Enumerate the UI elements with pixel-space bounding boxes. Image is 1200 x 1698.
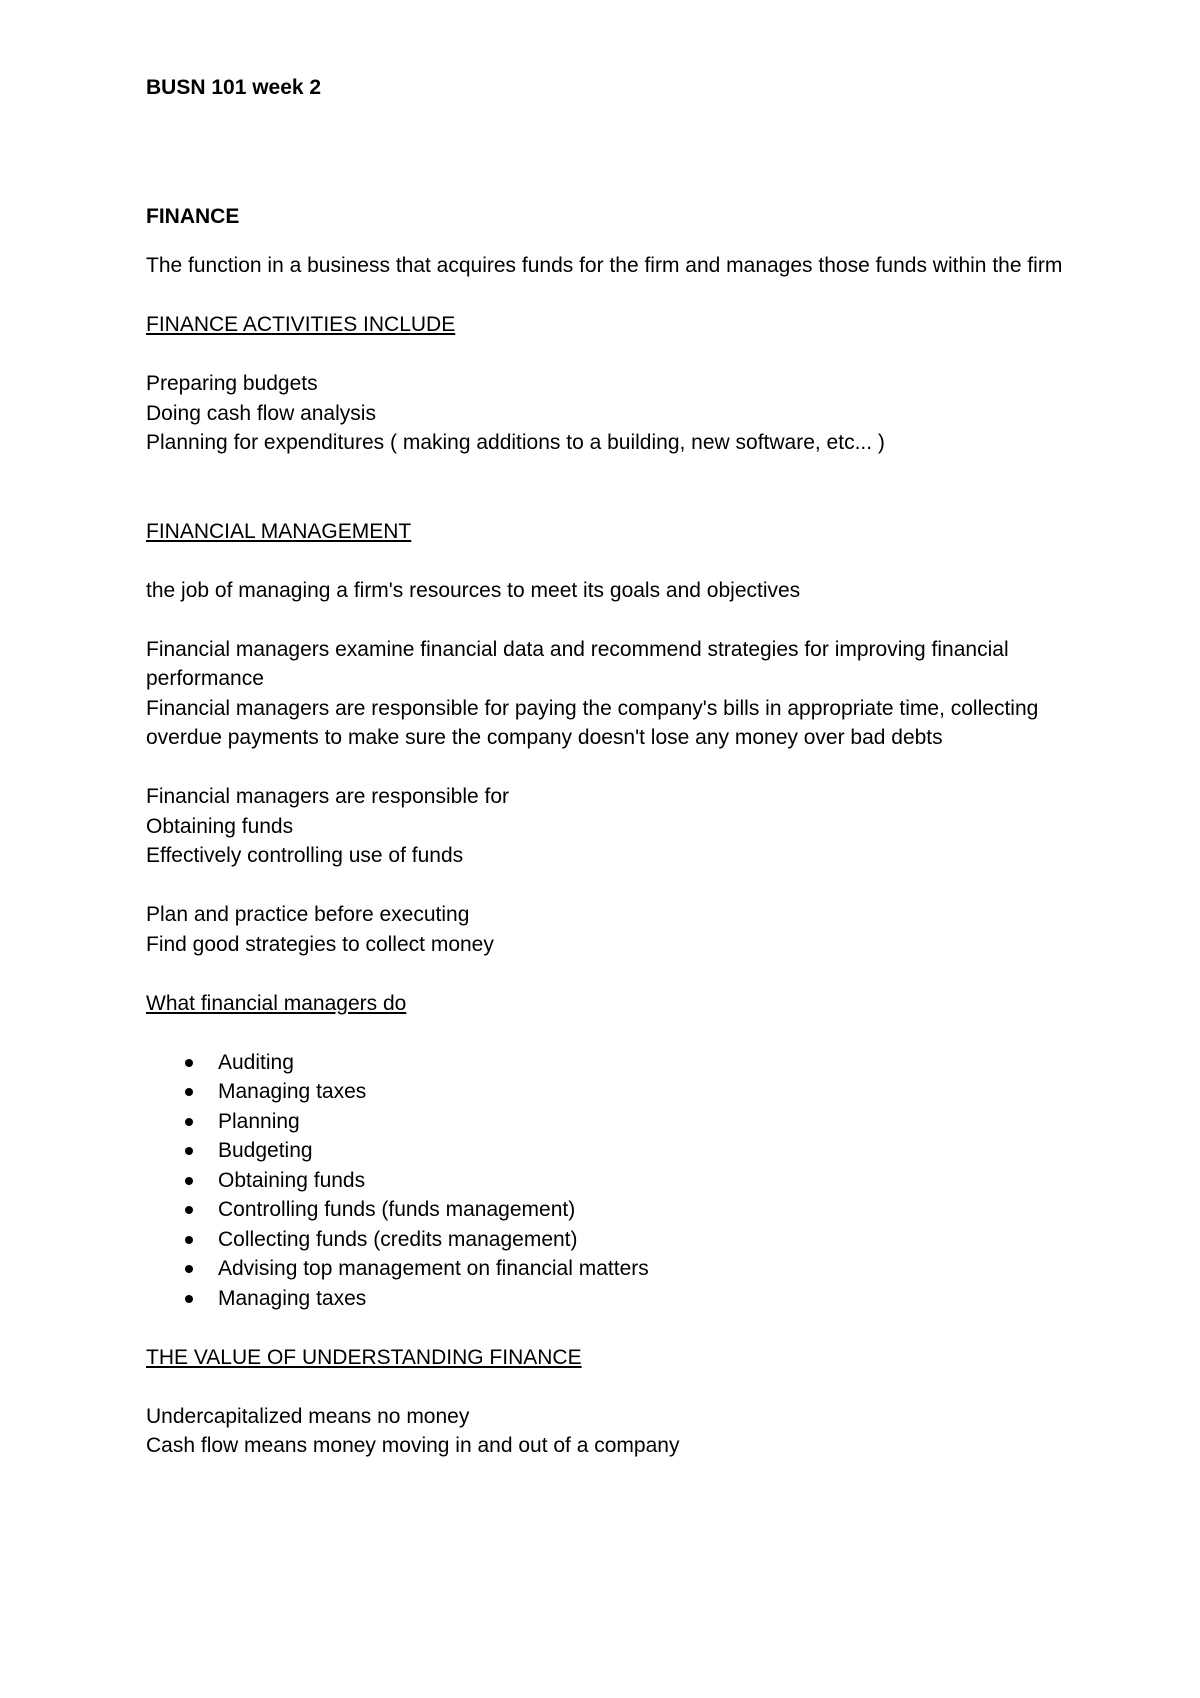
- list-item: [146, 1077, 1066, 1107]
- list-item: [146, 1048, 1066, 1078]
- bullet-icon: [185, 1295, 193, 1303]
- bullet-icon: [185, 1118, 193, 1126]
- list-item-text: Planning: [218, 1109, 300, 1133]
- bullet-icon: [185, 1147, 193, 1155]
- finance-activities-heading: FINANCE ACTIVITIES INCLUDE: [146, 313, 456, 336]
- responsibilities-block: [146, 782, 1066, 871]
- value-line: Undercapitalized means no money: [146, 1404, 470, 1428]
- financial-managers-paragraph-1: Financial managers examine financial data and recommend strategies for improving financial performance: [146, 637, 1009, 690]
- list-item: [146, 1107, 1066, 1137]
- bullet-icon: [185, 1177, 193, 1185]
- finance-definition: The function in a business that acquires funds for the firm and manages those funds within the firm: [146, 254, 1063, 277]
- value-of-finance-heading: THE VALUE OF UNDERSTANDING FINANCE: [146, 1345, 582, 1369]
- plan-line: Find good strategies to collect money: [146, 932, 494, 956]
- financial-management-heading: FINANCIAL MANAGEMENT: [146, 519, 412, 543]
- what-managers-do-heading: What financial managers do: [146, 991, 407, 1015]
- bullet-icon: [185, 1265, 193, 1273]
- value-line: Cash flow means money moving in and out of a company: [146, 1434, 680, 1457]
- list-item: [146, 1284, 1066, 1314]
- bullet-icon: [185, 1236, 193, 1244]
- list-item: [146, 1166, 1066, 1196]
- list-item-text: Managing taxes: [218, 1286, 367, 1310]
- finance-activities-list: [146, 369, 1066, 458]
- list-item: [146, 1136, 1066, 1166]
- list-item: [146, 1254, 1066, 1284]
- bullet-icon: [185, 1206, 193, 1214]
- list-item-text: Controlling funds (funds management): [218, 1198, 576, 1221]
- responsibility-line: Financial managers are responsible for: [146, 785, 510, 808]
- list-item-text: Budgeting: [218, 1139, 313, 1162]
- list-item-text: Obtaining funds: [218, 1168, 366, 1192]
- bullet-icon: [185, 1059, 193, 1067]
- responsibility-line: Obtaining funds: [146, 814, 294, 838]
- list-item-text: Managing taxes: [218, 1080, 367, 1103]
- financial-managers-paragraph-2: Financial managers are responsible for paying the company's bills in appropriate time, collecting overdue payments to make sure the company doesn't lose any money over bad debts: [146, 696, 1039, 749]
- document-title: BUSN 101 week 2: [146, 76, 322, 99]
- list-item-text: Collecting funds (credits management): [218, 1227, 578, 1251]
- value-of-finance-block: [146, 1402, 1066, 1461]
- bullet-icon: [185, 1088, 193, 1096]
- document-page: [146, 68, 1066, 1461]
- activity-line: Preparing budgets: [146, 372, 318, 395]
- finance-heading: FINANCE: [146, 205, 240, 228]
- list-item: [146, 1225, 1066, 1255]
- what-managers-do-list: [146, 1048, 1066, 1314]
- financial-management-definition: the job of managing a firm's resources to meet its goals and objectives: [146, 578, 801, 602]
- plan-block: [146, 900, 1066, 959]
- list-item: [146, 1195, 1066, 1225]
- activity-line: Planning for expenditures ( making additions to a building, new software, etc... ): [146, 431, 885, 454]
- list-item-text: Auditing: [218, 1050, 294, 1074]
- activity-line: Doing cash flow analysis: [146, 401, 376, 425]
- responsibility-line: Effectively controlling use of funds: [146, 844, 464, 867]
- list-item-text: Advising top management on financial matters: [218, 1257, 649, 1280]
- plan-line: Plan and practice before executing: [146, 903, 470, 926]
